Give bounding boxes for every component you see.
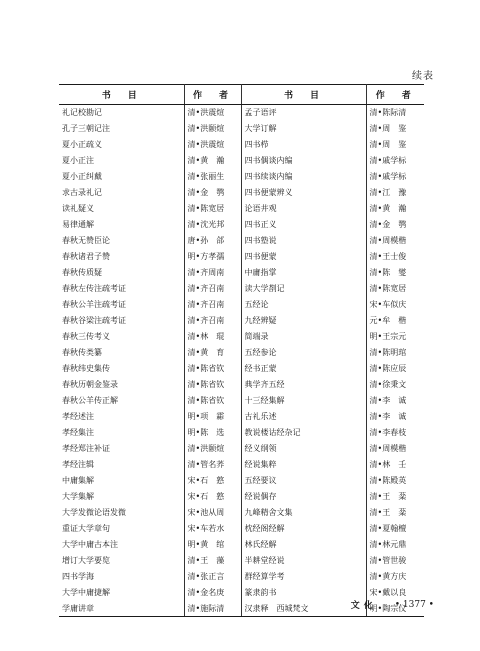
table-row xyxy=(59,409,424,425)
book-title-cell: 礼记校勘记 xyxy=(59,105,184,121)
table-row xyxy=(59,377,424,393)
author-cell: 清•王 棻 xyxy=(369,508,407,517)
book-title-cell: 读大学剳记 xyxy=(241,281,366,297)
book-title-cell: 经说集粹 xyxy=(241,457,366,473)
author-cell: 清•洪震煊 xyxy=(184,105,241,121)
book-title-cell: 五经论 xyxy=(241,297,366,313)
table-row xyxy=(59,569,424,585)
book-title-cell: 半耕堂经说 xyxy=(241,553,366,569)
author-cell: 清•王士俊 xyxy=(369,252,407,261)
book-title-cell: 四书学海 xyxy=(59,569,184,585)
author-cell: 清•黄 瀚 xyxy=(369,204,407,213)
author-cell: 明•项 霦 xyxy=(184,409,241,425)
book-title-cell: 古礼乐述 xyxy=(241,409,366,425)
book-title-cell: 夏小正纠戴 xyxy=(59,169,184,185)
book-title-cell: 夏小正注 xyxy=(59,153,184,169)
author-cell: 清•陈宽居 xyxy=(184,201,241,217)
book-title-cell: 大学集解 xyxy=(59,489,184,505)
author-cell: 清•陈宽居 xyxy=(369,284,407,293)
book-title-cell: 论语井观 xyxy=(241,201,366,217)
book-title-cell: 四书便蒙辨义 xyxy=(241,185,366,201)
book-title-cell: 孝经注辑 xyxy=(59,457,184,473)
author-cell: 清•金名庚 xyxy=(184,585,241,601)
table-row xyxy=(59,473,424,489)
table-row xyxy=(59,105,424,121)
table-row xyxy=(59,361,424,377)
book-title-cell: 春秋谷梁注疏考证 xyxy=(59,313,184,329)
book-title-cell: 孟子语评 xyxy=(241,105,366,121)
author-cell: 清•陈省钦 xyxy=(184,377,241,393)
book-title-cell: 中庸集解 xyxy=(59,473,184,489)
book-title-cell: 孝经集注 xyxy=(59,425,184,441)
book-title-cell: 春秋公羊注疏考证 xyxy=(59,297,184,313)
author-cell: 明•黄 绾 xyxy=(184,537,241,553)
table-row xyxy=(59,265,424,281)
author-cell: 清•周模楷 xyxy=(369,444,407,453)
book-title-cell: 夏小正疏义 xyxy=(59,137,184,153)
author-cell: 清•齐召南 xyxy=(184,281,241,297)
page-footer xyxy=(351,598,434,611)
header-author-right: 作 者 xyxy=(366,85,424,105)
book-title-cell: 中庸指掌 xyxy=(241,265,366,281)
book-title-cell: 春秋传类纂 xyxy=(59,345,184,361)
author-cell: 清•林元鼎 xyxy=(369,540,407,549)
book-title-cell: 大学中庸古本注 xyxy=(59,537,184,553)
author-cell: 清•张正言 xyxy=(184,569,241,585)
author-cell: 宋•车似庆 xyxy=(369,300,407,309)
book-title-cell: 五经要议 xyxy=(241,473,366,489)
author-cell: 清•沈光邦 xyxy=(184,217,241,233)
author-cell: 清•周模楷 xyxy=(369,236,407,245)
author-cell: 清•洪颐煊 xyxy=(184,441,241,457)
table-row xyxy=(59,281,424,297)
author-cell: 清•陈省钦 xyxy=(184,361,241,377)
author-cell: 宋•石 憝 xyxy=(184,489,241,505)
author-cell: 清•李 诚 xyxy=(369,412,407,421)
book-title-cell: 孔子三朝记注 xyxy=(59,121,184,137)
author-cell: 清•陈省钦 xyxy=(184,393,241,409)
book-title-cell: 篆隶韵书 xyxy=(241,585,366,601)
book-title-cell: 大学订解 xyxy=(241,121,366,137)
author-cell: 明•王宗元 xyxy=(369,332,407,341)
book-title-cell: 易律通解 xyxy=(59,217,184,233)
author-cell: 清•周 鉴 xyxy=(369,124,407,133)
author-cell: 清•王 棻 xyxy=(369,492,407,501)
author-cell: 清•齐召南 xyxy=(184,313,241,329)
book-title-cell: 读礼疑义 xyxy=(59,201,184,217)
table-row xyxy=(59,137,424,153)
book-title-cell: 五经参论 xyxy=(241,345,366,361)
author-cell: 清•管名荞 xyxy=(184,457,241,473)
author-cell: 清•戚学标 xyxy=(369,172,407,181)
book-title-cell: 春秋传质疑 xyxy=(59,265,184,281)
table-row xyxy=(59,505,424,521)
table-row xyxy=(59,233,424,249)
book-title-cell: 大学发微论语发微 xyxy=(59,505,184,521)
book-title-cell: 经书正蒙 xyxy=(241,361,366,377)
author-cell: 清•陈 燮 xyxy=(369,268,407,277)
author-cell: 清•林 壬 xyxy=(369,460,407,469)
table-row xyxy=(59,457,424,473)
section-name: 文化 xyxy=(350,601,377,611)
table-row xyxy=(59,185,424,201)
author-cell: 元•牟 楷 xyxy=(369,316,407,325)
table-row xyxy=(59,345,424,361)
book-title-cell: 经义纲领 xyxy=(241,441,366,457)
author-cell: 清•黄 瀚 xyxy=(184,153,241,169)
author-cell: 清•张丽生 xyxy=(184,169,241,185)
book-title-cell: 四书正义 xyxy=(241,217,366,233)
table-row xyxy=(59,393,424,409)
book-title-cell: 汉隶释 西城梵文 xyxy=(241,601,366,617)
author-cell: 清•施际清 xyxy=(184,601,241,617)
table-header-row xyxy=(59,85,424,105)
author-cell: 清•黄 育 xyxy=(184,345,241,361)
table-row xyxy=(59,201,424,217)
book-title-cell: 大学中庸捷解 xyxy=(59,585,184,601)
book-title-cell: 四书便蒙 xyxy=(241,249,366,265)
author-cell: 宋•车若水 xyxy=(184,521,241,537)
table-row xyxy=(59,297,424,313)
book-title-cell: 典学齐五经 xyxy=(241,377,366,393)
table-row xyxy=(59,169,424,185)
book-title-cell: 简端录 xyxy=(241,329,366,345)
author-cell: 明•方孝孺 xyxy=(184,249,241,265)
table-row xyxy=(59,425,424,441)
page-number: • 1377 • xyxy=(394,599,434,610)
author-cell: 清•黄方庆 xyxy=(369,572,407,581)
author-cell: 清•洪震煊 xyxy=(184,137,241,153)
book-title-cell: 四书续谈内编 xyxy=(241,169,366,185)
table-row xyxy=(59,313,424,329)
author-cell: 清•陈应辰 xyxy=(369,364,407,373)
book-title-cell: 九峰精舍文集 xyxy=(241,505,366,521)
table-row xyxy=(59,537,424,553)
author-cell: 清•金 鹗 xyxy=(184,185,241,201)
table-row xyxy=(59,121,424,137)
header-author-left: 作 者 xyxy=(184,85,241,105)
author-cell: 清•夏翰檀 xyxy=(369,524,407,533)
table-row xyxy=(59,153,424,169)
book-title-cell: 孝经郑注补证 xyxy=(59,441,184,457)
author-cell: 清•李 诚 xyxy=(369,396,407,405)
author-cell: 清•陈明琯 xyxy=(369,348,407,357)
book-title-cell: 教说楼诂经杂记 xyxy=(241,425,366,441)
book-title-cell: 十三经集解 xyxy=(241,393,366,409)
book-title-cell: 九经辨疑 xyxy=(241,313,366,329)
author-cell: 清•金 鹗 xyxy=(369,220,407,229)
author-cell: 清•齐召南 xyxy=(184,297,241,313)
bibliography-table xyxy=(59,84,424,617)
table-row xyxy=(59,217,424,233)
table-row xyxy=(59,249,424,265)
author-cell: 清•陈际清 xyxy=(369,108,407,118)
header-title-left: 书 目 xyxy=(59,85,184,105)
author-cell: 唐•孙 郃 xyxy=(184,233,241,249)
book-title-cell: 孝经述注 xyxy=(59,409,184,425)
author-cell: 清•江 豫 xyxy=(369,188,407,197)
book-title-cell: 春秋三传考义 xyxy=(59,329,184,345)
author-cell: 宋•戴以良 xyxy=(369,588,407,597)
author-cell: 宋•池从周 xyxy=(184,505,241,521)
book-title-cell: 春秋左传注疏考证 xyxy=(59,281,184,297)
header-title-right: 书 目 xyxy=(241,85,366,105)
author-cell: 清•李春枝 xyxy=(369,428,407,437)
book-title-cell: 求古录礼记 xyxy=(59,185,184,201)
table-body xyxy=(59,105,424,617)
table-row xyxy=(59,521,424,537)
book-title-cell: 重证大学章句 xyxy=(59,521,184,537)
author-cell: 清•齐周南 xyxy=(184,265,241,281)
book-title-cell: 四书塾说 xyxy=(241,233,366,249)
table-row xyxy=(59,329,424,345)
book-title-cell: 春秋公羊传正解 xyxy=(59,393,184,409)
table-row xyxy=(59,489,424,505)
book-title-cell: 四书偶谈内编 xyxy=(241,153,366,169)
author-cell: 清•周 鉴 xyxy=(369,140,407,149)
book-title-cell: 增订大学要览 xyxy=(59,553,184,569)
author-cell: 清•戚学标 xyxy=(369,156,407,165)
book-title-cell: 春秋无赞臣论 xyxy=(59,233,184,249)
book-title-cell: 群经算学考 xyxy=(241,569,366,585)
table-row xyxy=(59,553,424,569)
book-title-cell: 春秋诸君子赞 xyxy=(59,249,184,265)
author-cell: 宋•石 憝 xyxy=(184,473,241,489)
book-title-cell: 枕经阁经解 xyxy=(241,521,366,537)
author-cell: 清•陈殿英 xyxy=(369,476,407,485)
book-title-cell: 经说偶存 xyxy=(241,489,366,505)
author-cell: 明•陈 选 xyxy=(184,425,241,441)
book-title-cell: 春秋纬史集传 xyxy=(59,361,184,377)
author-cell: 明•陶宗仪 xyxy=(366,601,424,617)
author-cell: 清•林 琨 xyxy=(184,329,241,345)
table-row xyxy=(59,441,424,457)
continued-label: 续表 xyxy=(412,71,434,82)
book-title-cell: 林氏经解 xyxy=(241,537,366,553)
author-cell: 清•徐秉文 xyxy=(369,380,407,389)
book-title-cell: 春秋历朝金鉴录 xyxy=(59,377,184,393)
book-title-cell: 学庸讲章 xyxy=(59,601,184,617)
author-cell: 清•王 藻 xyxy=(184,553,241,569)
author-cell: 清•洪颐煊 xyxy=(184,121,241,137)
book-title-cell: 四书栉 xyxy=(241,137,366,153)
author-cell: 清•管世骏 xyxy=(369,556,407,565)
